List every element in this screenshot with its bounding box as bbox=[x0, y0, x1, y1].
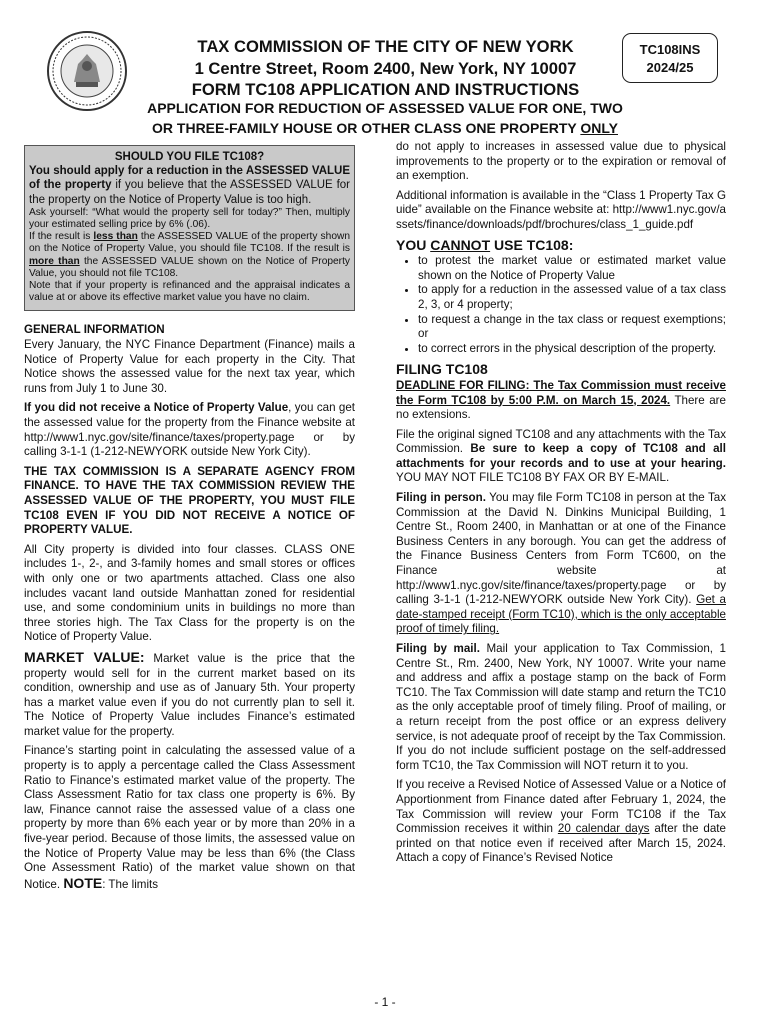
market-value-heading: MARKET VALUE: bbox=[24, 648, 145, 665]
document-header bbox=[128, 36, 643, 101]
badge-year: 2024/25 bbox=[646, 60, 694, 75]
deadline-text bbox=[396, 379, 726, 423]
mv-p2-text: Finance’s starting point in calculating the assessed value of a property is to apply a percentage called the Class Assessment Ratio to Finance’s estimated market value of the property. The Class Assessment Ratio for tax class one property is 6%. By law, Finance cannot raise the assessed value of a class one property by more than 6% each year or by more than 20% in a five-year period. Because of those limits, the assessed value on the Notice of Property Value may be less than 6% (the Class One Assessment Ratio) of the market value shown on that Notice. bbox=[24, 744, 355, 891]
filing-by-mail bbox=[396, 642, 726, 773]
box-heading: SHOULD YOU FILE TC108? bbox=[114, 151, 265, 163]
list-item: • to correct errors in the physical description of the property. bbox=[418, 342, 726, 357]
general-info-p1: Every January, the NYC Finance Department (Finance) mails a Notice of Property Value for each property in the City. That Notice shows the assessed value for the next tax year, which runs from July 1 to June 30. bbox=[24, 338, 355, 395]
box-line-1-rest: if you believe that the ASSESSED VALUE for the property on the Notice of Property Value is too high. bbox=[29, 179, 351, 206]
gi-p2-rest: , you can get the assessed value for the property from the Finance website at http://www1.nyc.gov/site/finance/taxes/property.page or by calling 3-1-1 (1-212-NEWYORK outside New York City). bbox=[24, 401, 355, 459]
file-rest: YOU MAY NOT FILE TC108 BY FAX OR BY E-MAIL. bbox=[396, 471, 670, 485]
filing-heading: FILING TC108 bbox=[396, 361, 488, 378]
subtitle-line-1: APPLICATION FOR REDUCTION OF ASSESSED VALUE FOR ONE, TWO bbox=[147, 100, 623, 116]
form-badge bbox=[622, 33, 718, 83]
mail-bold: Filing by mail. bbox=[396, 642, 480, 655]
general-info-p4: All City property is divided into four classes. CLASS ONE includes 1-, 2-, and 3-family homes and small stores or offices with only one or two apartments attached. Class one also includes vacant land outside Manhattan zoned for residential use, and some condominium units in buildings no more than three stories high. The Tax Class for the property is on the Notice of Property Value. bbox=[24, 542, 355, 644]
page-number: - 1 - bbox=[374, 995, 396, 1009]
subtitle-only: ONLY bbox=[580, 120, 618, 136]
list-item: • to protest the market value or estimated market value shown on the Notice of Property Value bbox=[418, 254, 726, 283]
market-value-text: Market value is the price that the property would sell for in the current market based on its condition, ownership and use as of January 5th. Your property has a market value even if you do not currently plan to sell it. The Notice of Property Value includes Finance’s estimated market value for the property. bbox=[24, 651, 355, 738]
general-info-p3: THE TAX COMMISSION IS A SEPARATE AGENCY FROM FINANCE. TO HAVE THE TAX COMMISSION REVIEW THE ASSESSED VALUE OF THE PROPERTY, YOU MUST FILE TC108 EVEN IF YOU DID NOT RECEIVE A NOTICE OF PROPERTY VALUE. bbox=[24, 464, 355, 537]
revised-20-days: 20 calendar days bbox=[557, 822, 650, 836]
list-item: • to apply for a reduction in the assessed value of a tax class 2, 3, or 4 property; bbox=[418, 283, 726, 312]
box-line-2: Ask yourself: “What would the property sell for today?” Then, multiply your estimated selling price by 6% (.06). bbox=[29, 206, 350, 231]
continued-text: do not apply to increases in assessed value due to physical improvements to the property or to the expiration or removal of an exemption. bbox=[396, 140, 726, 183]
file-bold: Be sure to keep a copy of TC108 and all attachments for your records and to use at your hearing. bbox=[396, 442, 726, 470]
box-line-4: Note that if your property is refinanced and the appraisal indicates a value at or above its effective market value you have no claim. bbox=[29, 280, 350, 304]
file-original-text bbox=[396, 428, 726, 486]
box-l3-more-than: more than bbox=[29, 255, 80, 267]
filing-in-person bbox=[396, 491, 726, 637]
deadline-bold: DEADLINE FOR FILING: The Tax Commission must receive the Form TC108 by 5:00 P.M. on March 15, 2024. bbox=[396, 378, 726, 407]
general-info-heading: GENERAL INFORMATION bbox=[24, 323, 165, 337]
market-value-p2 bbox=[24, 744, 355, 892]
box-line-1-bold: You should apply for a reduction in the ASSESSED VALUE of the property bbox=[29, 165, 350, 192]
left-column bbox=[24, 145, 355, 897]
box-l3-a: If the result is bbox=[29, 231, 94, 243]
revised-b: after the date printed on that notice even if received after March 15, 2024. Attach a copy of Finance’s Revised Notice bbox=[396, 822, 726, 865]
box-line-1 bbox=[29, 164, 350, 207]
subtitle-line-2 bbox=[70, 118, 700, 138]
badge-form-id: TC108INS bbox=[639, 42, 701, 57]
box-line-3 bbox=[29, 231, 350, 280]
box-l3-less-than: less than bbox=[93, 231, 138, 243]
mail-text: Mail your application to Tax Commission, 1 Centre St., Rm. 2400, New York, NY 10007. Write your name and address and affix a postage stamp on the back of Form TC10. The Tax Commission will date stamp and return the TC10 as the only acceptable proof of timely filing. Proof of mailing, or a return receipt from the post office or an express delivery service, is not adequate proof of receipt by the Tax Commission. If you do not include sufficient postage on the self-addressed form TC10, the Tax Commission will NOT return it to you. bbox=[396, 642, 726, 772]
cannot-use-heading bbox=[396, 238, 726, 253]
list-item: • to request a change in the tax class or request exemptions; or bbox=[418, 313, 726, 342]
cannot-post: USE TC108: bbox=[490, 236, 574, 253]
cannot-word: CANNOT bbox=[430, 236, 491, 253]
gi-p2-bold: If you did not receive a Notice of Property Value bbox=[24, 401, 289, 415]
no-extensions: There are no extensions. bbox=[396, 393, 726, 422]
mv-note: NOTE bbox=[63, 874, 103, 891]
cannot-use-list bbox=[396, 254, 726, 356]
general-info-p2 bbox=[24, 401, 355, 459]
title-line-3: FORM TC108 APPLICATION AND INSTRUCTIONS bbox=[191, 80, 580, 99]
file-orig: File the original signed TC108 and any attachments with the Tax Commission. bbox=[396, 427, 726, 456]
revised-a: If you receive a Revised Notice of Assessed Value or a Notice of Apportionment from Finance dated after February 1, 2024, the Tax Commission will review your Form TC108 if the Tax Commission receives it within bbox=[396, 778, 726, 836]
mv-note-rest: : The limits bbox=[102, 877, 159, 891]
should-you-file-box bbox=[24, 145, 355, 311]
box-l3-b: the ASSESSED VALUE of the property shown on the Notice of Property Value, you should file TC108. If the result is bbox=[29, 231, 351, 255]
person-text: You may file Form TC108 in person at the Tax Commission at the David N. Dinkins Municipal Building, 1 Centre St., Room 2400, in Manhattan or at one of the Finance Business Centers in any borough. You can get the address of the Finance Business Centers from Form TC600, on the Finance website at http://www1.nyc.gov/site/finance/taxes/property.page or by calling 3-1-1 (1-212-NEWYORK outside New York City). bbox=[396, 491, 727, 607]
subtitle-line-2-text: OR THREE-FAMILY HOUSE OR OTHER CLASS ONE PROPERTY bbox=[152, 120, 581, 136]
title-line-2: 1 Centre Street, Room 2400, New York, NY 10007 bbox=[194, 58, 577, 78]
subtitle bbox=[70, 98, 700, 138]
market-value-p1 bbox=[24, 650, 355, 740]
title-line-1: TAX COMMISSION OF THE CITY OF NEW YORK bbox=[197, 37, 574, 56]
revised-notice bbox=[396, 778, 726, 866]
additional-info: Additional information is available in the “Class 1 Property Tax Guide” available on the Finance website at: http://www1.nyc.gov/assets/finance/downloads/pdf/brochures/class_1_guide.pdf bbox=[396, 188, 726, 231]
person-receipt: Get a date-stamped receipt (Form TC10), which is the only acceptable proof of timely filing. bbox=[396, 593, 727, 636]
right-column bbox=[396, 140, 726, 871]
box-l3-c: the ASSESSED VALUE shown on the Notice of Property Value, you should not file TC108. bbox=[29, 255, 351, 279]
person-bold: Filing in person. bbox=[396, 491, 486, 505]
cannot-pre: YOU bbox=[396, 236, 431, 253]
